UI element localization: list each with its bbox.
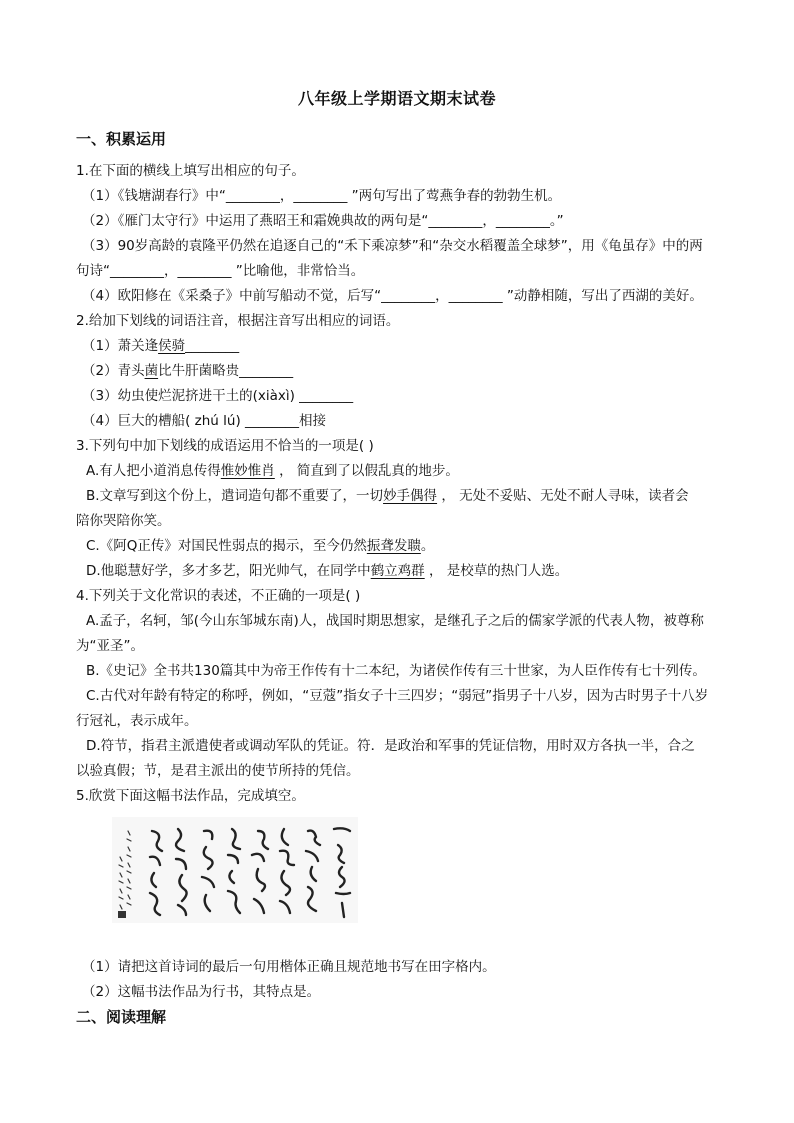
q4-option-d-line2: 以验真假；节，是君主派出的使节所持的凭信。 bbox=[76, 763, 360, 779]
q4-option-c-line1: C.古代对年龄有特定的称呼，例如，“豆蔻”指女子十三四岁；“弱冠”指男子十八岁，因为古时男子十八岁 bbox=[86, 688, 709, 704]
q3-option-a bbox=[86, 461, 736, 481]
q3-a-underlined: 惟妙惟肖 bbox=[220, 463, 275, 479]
q4-option-b: B.《史记》全书共130篇其中为帝王作传有十二本纪，为诸侯作传有三十世家，为人臣作传有七十列传。 bbox=[86, 663, 706, 679]
q2-part1-pre: （1）萧关逢 bbox=[82, 338, 159, 354]
q5-part2: （2）这幅书法作品为行书，其特点是。 bbox=[82, 984, 321, 1000]
q1-part3a: （3）90岁高龄的袁隆平仍然在追逐自己的“禾下乘凉梦”和“杂交水稻覆盖全球梦”，用《龟虽存》中的两 bbox=[82, 238, 703, 254]
q3-option-b-cont: 陪你哭陪你笑。 bbox=[76, 513, 171, 529]
q3-c-underlined: 振聋发聩 bbox=[366, 538, 421, 554]
q2-part2-underlined: 菌 bbox=[144, 363, 159, 379]
section-heading-2: 二、阅读理解 bbox=[76, 1008, 167, 1026]
q3-option-b bbox=[86, 486, 736, 506]
q3-c-pre: C.《阿Q正传》对国民性弱点的揭示，至今仍然 bbox=[86, 538, 367, 554]
page-title: 八年级上学期语文期末试卷 bbox=[297, 89, 496, 108]
q3-b-post: ， 无处不妥贴、无处不耐人寻味，读者会 bbox=[437, 488, 689, 504]
q2-part1-underlined: 侯骑 bbox=[158, 338, 186, 354]
q3-b-pre: B.文章写到这个份上，遣词造句都不重要了，一切 bbox=[86, 488, 384, 504]
q3-d-underlined: 鹤立鸡群 bbox=[370, 563, 425, 579]
q3-stem: 3.下列句中加下划线的成语运用不恰当的一项是( ) bbox=[76, 438, 374, 454]
q3-option-c bbox=[86, 536, 736, 556]
q4-option-c-line2: 行冠礼，表示成年。 bbox=[76, 713, 198, 729]
q5-part1: （1）请把这首诗词的最后一句用楷体正确且规范地书写在田字格内。 bbox=[82, 959, 496, 975]
q2-part1 bbox=[82, 336, 732, 356]
q1-part1: （1）《钱塘湖春行》中“________，________ ”两句写出了莺燕争春的勃勃生机。 bbox=[82, 188, 562, 204]
section-heading-1: 一、积累运用 bbox=[76, 130, 167, 148]
calligraphy-image bbox=[112, 817, 358, 923]
q3-d-pre: D.他聪慧好学，多才多艺，阳光帅气，在同学中 bbox=[86, 563, 371, 579]
q3-b-underlined: 妙手偶得 bbox=[383, 488, 438, 504]
q2-part4: （4）巨大的槽船( zhú lú) ________相接 bbox=[82, 413, 327, 429]
q3-c-post: 。 bbox=[420, 538, 435, 554]
q5-stem: 5.欣赏下面这幅书法作品，完成填空。 bbox=[76, 788, 305, 804]
q2-stem: 2.给加下划线的词语注音，根据注音写出相应的词语。 bbox=[76, 313, 400, 329]
q2-part3: （3）幼虫使烂泥挤进干土的(xiàxì) ________ bbox=[82, 388, 354, 404]
q1-part3b: 句诗“________，________ ”比喻他，非常恰当。 bbox=[76, 263, 365, 279]
q1-part4: （4）欧阳修在《采桑子》中前写船动不觉，后写“________，________ ”动静相随，写出了西湖的美好。 bbox=[82, 288, 703, 304]
q1-part2: （2）《雁门太守行》中运用了燕昭王和霜娩典故的两句是“________，________。” bbox=[82, 213, 564, 229]
q3-option-d bbox=[86, 561, 736, 581]
q4-option-a-line2: 为“亚圣”。 bbox=[76, 638, 144, 654]
q2-part2-pre: （2）青头 bbox=[82, 363, 145, 379]
q4-option-a-line1: A.孟子，名轲，邹(今山东邹城东南)人，战国时期思想家，是继孔子之后的儒家学派的代表人物，被尊称 bbox=[86, 613, 704, 629]
q3-a-post: ， 简直到了以假乱真的地步。 bbox=[274, 463, 459, 479]
q1-stem: 1.在下面的横线上填写出相应的句子。 bbox=[76, 163, 305, 179]
q4-option-d-line1: D.符节，指君主派遣使者或调动军队的凭证。符．是政治和军事的凭证信物，用时双方各执一半，合之 bbox=[86, 738, 695, 754]
q3-d-post: ， 是校草的热门人选。 bbox=[424, 563, 569, 579]
q3-a-pre: A.有人把小道消息传得 bbox=[86, 463, 221, 479]
q2-part2 bbox=[82, 361, 732, 381]
q2-part2-post: 比牛肝菌略贵________ bbox=[158, 363, 294, 379]
q2-part1-blank: ________ bbox=[185, 338, 240, 354]
q4-stem: 4.下列关于文化常识的表述，不正确的一项是( ) bbox=[76, 588, 361, 604]
